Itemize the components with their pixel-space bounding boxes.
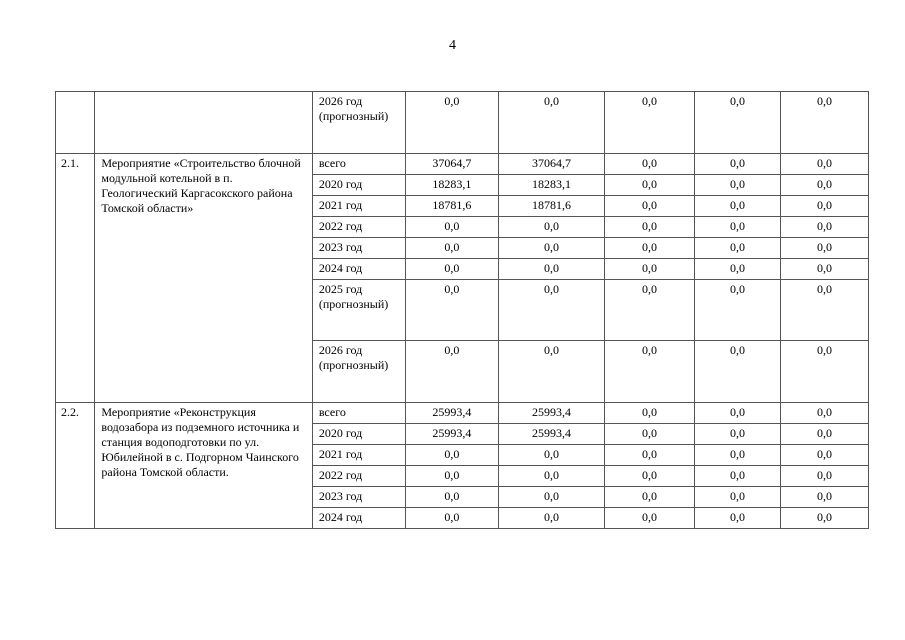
value-cell: 0,0 [605, 424, 695, 445]
value-cell: 0,0 [498, 259, 604, 280]
year-cell: 2026 год (прогнозный) [312, 92, 405, 154]
item-title-cell: Мероприятие «Строительство блочной модульной котельной в п. Геологический Каргасокского района Томской области» [95, 154, 312, 403]
value-cell: 25993,4 [405, 424, 498, 445]
value-cell: 0,0 [605, 196, 695, 217]
table-row [56, 154, 869, 175]
value-cell: 0,0 [695, 280, 781, 341]
year-cell: 2021 год [312, 445, 405, 466]
value-cell: 0,0 [405, 508, 498, 529]
year-cell: 2025 год (прогнозный) [312, 280, 405, 341]
value-cell: 0,0 [780, 217, 868, 238]
value-cell: 0,0 [605, 259, 695, 280]
value-cell: 0,0 [405, 259, 498, 280]
value-cell: 0,0 [780, 92, 868, 154]
value-cell: 0,0 [405, 487, 498, 508]
value-cell: 0,0 [780, 508, 868, 529]
value-cell: 0,0 [695, 487, 781, 508]
value-cell: 0,0 [498, 508, 604, 529]
value-cell: 0,0 [498, 92, 604, 154]
value-cell: 0,0 [605, 403, 695, 424]
value-cell: 0,0 [605, 238, 695, 259]
value-cell: 0,0 [498, 487, 604, 508]
value-cell: 0,0 [498, 341, 604, 403]
year-cell: 2026 год (прогнозный) [312, 341, 405, 403]
year-cell: 2020 год [312, 424, 405, 445]
value-cell: 0,0 [605, 508, 695, 529]
value-cell: 0,0 [780, 175, 868, 196]
value-cell: 0,0 [405, 238, 498, 259]
value-cell: 0,0 [780, 238, 868, 259]
item-code-cell: 2.2. [56, 403, 95, 529]
value-cell: 0,0 [695, 403, 781, 424]
budget-table [55, 91, 869, 529]
value-cell: 0,0 [605, 280, 695, 341]
value-cell: 0,0 [498, 217, 604, 238]
year-cell: всего [312, 154, 405, 175]
table-row [56, 403, 869, 424]
year-cell: 2024 год [312, 259, 405, 280]
value-cell: 0,0 [498, 280, 604, 341]
year-cell: 2023 год [312, 487, 405, 508]
value-cell: 25993,4 [405, 403, 498, 424]
item-title-cell [95, 92, 312, 154]
year-cell: 2022 год [312, 217, 405, 238]
item-title-cell: Мероприятие «Реконструкция водозабора из подземного источника и станция водоподготовки по ул. Юбилейной в с. Подгорном Чаинского района Томской области. [95, 403, 312, 529]
value-cell: 0,0 [780, 466, 868, 487]
value-cell: 0,0 [695, 466, 781, 487]
year-cell: 2024 год [312, 508, 405, 529]
value-cell: 0,0 [780, 154, 868, 175]
value-cell: 0,0 [780, 403, 868, 424]
value-cell: 0,0 [780, 259, 868, 280]
value-cell: 0,0 [605, 217, 695, 238]
value-cell: 0,0 [695, 217, 781, 238]
value-cell: 25993,4 [498, 424, 604, 445]
value-cell: 0,0 [780, 424, 868, 445]
item-code-cell: 2.1. [56, 154, 95, 403]
value-cell: 18781,6 [405, 196, 498, 217]
value-cell: 0,0 [498, 466, 604, 487]
value-cell: 0,0 [780, 280, 868, 341]
value-cell: 0,0 [605, 92, 695, 154]
value-cell: 0,0 [695, 259, 781, 280]
value-cell: 0,0 [780, 341, 868, 403]
value-cell: 0,0 [605, 487, 695, 508]
value-cell: 0,0 [405, 445, 498, 466]
value-cell: 18781,6 [498, 196, 604, 217]
value-cell: 0,0 [695, 341, 781, 403]
value-cell: 0,0 [695, 175, 781, 196]
value-cell: 0,0 [695, 424, 781, 445]
value-cell: 0,0 [695, 92, 781, 154]
value-cell: 0,0 [405, 466, 498, 487]
year-cell: 2023 год [312, 238, 405, 259]
value-cell: 0,0 [695, 508, 781, 529]
value-cell: 25993,4 [498, 403, 604, 424]
value-cell: 0,0 [405, 280, 498, 341]
value-cell: 0,0 [605, 445, 695, 466]
page-number: 4 [449, 38, 456, 53]
value-cell: 0,0 [780, 445, 868, 466]
value-cell: 18283,1 [405, 175, 498, 196]
table-row [56, 92, 869, 154]
value-cell: 37064,7 [498, 154, 604, 175]
item-code-cell [56, 92, 95, 154]
year-cell: всего [312, 403, 405, 424]
value-cell: 0,0 [695, 154, 781, 175]
value-cell: 0,0 [405, 92, 498, 154]
value-cell: 0,0 [695, 238, 781, 259]
year-cell: 2020 год [312, 175, 405, 196]
value-cell: 0,0 [605, 341, 695, 403]
value-cell: 0,0 [405, 217, 498, 238]
value-cell: 0,0 [780, 196, 868, 217]
value-cell: 0,0 [605, 466, 695, 487]
value-cell: 0,0 [605, 175, 695, 196]
value-cell: 0,0 [498, 445, 604, 466]
value-cell: 0,0 [780, 487, 868, 508]
value-cell: 0,0 [695, 445, 781, 466]
year-cell: 2021 год [312, 196, 405, 217]
value-cell: 0,0 [405, 341, 498, 403]
value-cell: 18283,1 [498, 175, 604, 196]
value-cell: 37064,7 [405, 154, 498, 175]
value-cell: 0,0 [498, 238, 604, 259]
value-cell: 0,0 [695, 196, 781, 217]
value-cell: 0,0 [605, 154, 695, 175]
year-cell: 2022 год [312, 466, 405, 487]
